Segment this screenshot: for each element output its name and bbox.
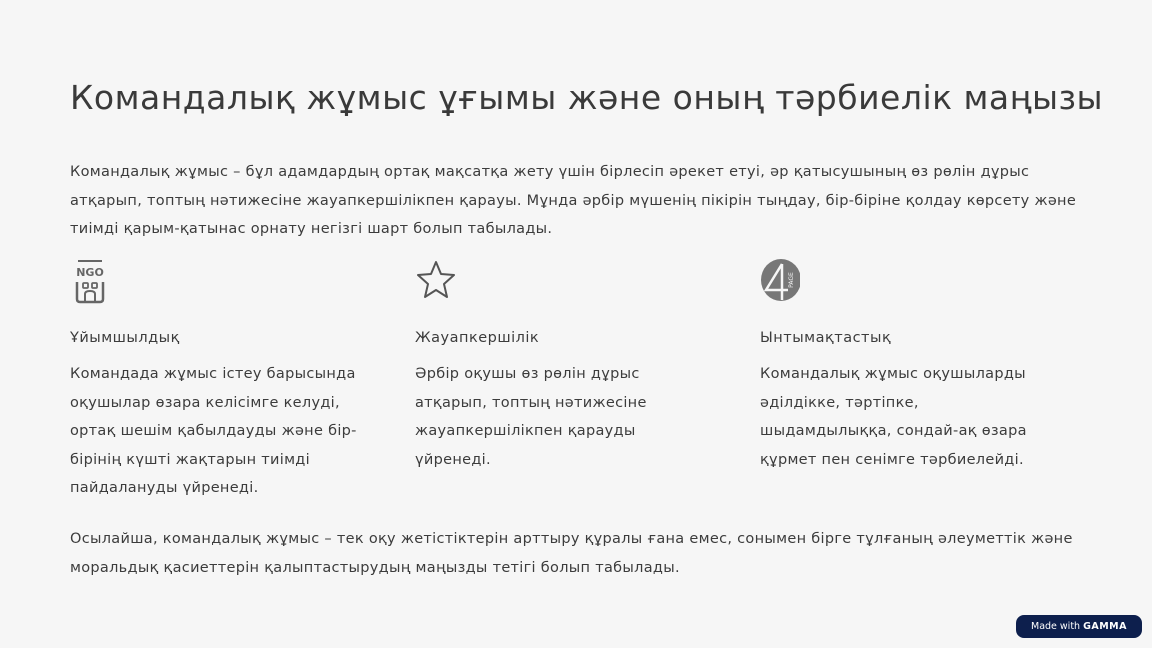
feature-heading: Ұйымшылдық [70,330,180,346]
badge-brand: GAMMA [1083,621,1127,632]
svg-text:NGO: NGO [76,266,104,279]
ngo-building-icon [70,256,110,304]
made-with-gamma-badge[interactable] [1016,615,1142,638]
feature-heading: Ынтымақтастық [760,330,892,346]
feature-heading: Жауапкершілік [415,330,540,346]
feature-card-unity [70,256,360,503]
page-title: Командалық жұмыс ұғымы және оның тәрбиелік маңызы [70,78,1104,117]
feature-card-responsibility [415,256,705,474]
page-4-icon [760,256,800,304]
svg-text:PAGE: PAGE [788,272,795,288]
feature-card-cooperation [760,256,1050,474]
feature-text: Әрбір оқушы өз рөлін дұрыс атқарып, топтың нәтижесіне жауапкершілікпен қарауды үйренеді. [415,366,647,468]
intro-paragraph: Командалық жұмыс – бұл адамдардың ортақ мақсатқа жету үшін бірлесіп әрекет етуі, әр қатысушының өз рөлін дұрыс атқарып, топтың нәтижесіне жауапкершілікпен қарауы. Мұнда әрбір мүшенің пікірін тыңдау, бір-біріне қолдау көрсету және тиімді қарым-қатынас орнату негізгі шарт болып табылады. [70,164,1077,237]
feature-text: Командалық жұмыс оқушыларды әділдікке, тәртіпке, шыдамдылыққа, сондай-ақ өзара құрмет пен сенімге тәрбиелейді. [760,366,1027,468]
conclusion-paragraph: Осылайша, командалық жұмыс – тек оқу жетістіктерін арттыру құралы ғана емес, сонымен бірге тұлғаның әлеуметтік және моральдық қасиеттерін қалыптастырудың маңызды тетігі болып табылады. [70,531,1073,576]
feature-text: Командада жұмыс істеу барысында оқушылар өзара келісімге келуді, ортақ шешім қабылдауды және бір-бірінің күшті жақтарын тиімді пайдалануды үйренеді. [70,366,357,496]
badge-prefix: Made with [1031,621,1081,632]
star-icon [415,256,455,304]
